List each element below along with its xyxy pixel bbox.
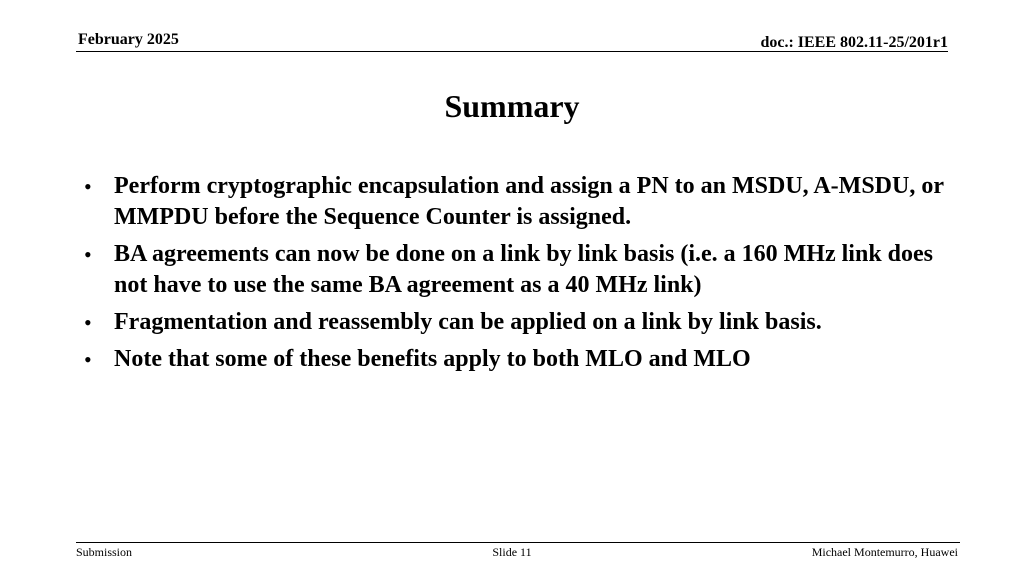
bullet-marker: • — [84, 242, 92, 267]
header-divider — [76, 51, 948, 52]
footer-slide-number: Slide 11 — [492, 545, 532, 559]
bullet-text: Fragmentation and reassembly can be applied on a link by link basis. — [114, 309, 822, 335]
bullet-list — [84, 171, 954, 381]
bullet-marker: • — [84, 347, 92, 372]
header-date: February 2025 — [78, 31, 179, 48]
header-doc-id: doc.: IEEE 802.11-25/201r1 — [760, 34, 948, 51]
bullet-item — [84, 171, 954, 233]
bullet-item — [84, 307, 954, 338]
footer-author: Michael Montemurro, Huawei — [811, 545, 958, 559]
slide-title: Summary — [444, 88, 580, 124]
bullet-item — [84, 239, 954, 301]
footer-divider — [76, 542, 960, 543]
bullet-item — [84, 344, 954, 375]
footer-submission: Submission — [76, 545, 133, 559]
bullet-marker: • — [84, 174, 92, 199]
bullet-text: BA agreements can now be done on a link by link basis (i.e. a 160 MHz link does not have to use the same BA agreement as a 40 MHz link) — [114, 241, 933, 298]
bullet-marker: • — [84, 310, 92, 335]
bullet-text: Perform cryptographic encapsulation and assign a PN to an MSDU, A-MSDU, or MMPDU before the Sequence Counter is assigned. — [114, 173, 944, 230]
bullet-text: Note that some of these benefits apply to both MLO and MLO — [114, 346, 751, 372]
